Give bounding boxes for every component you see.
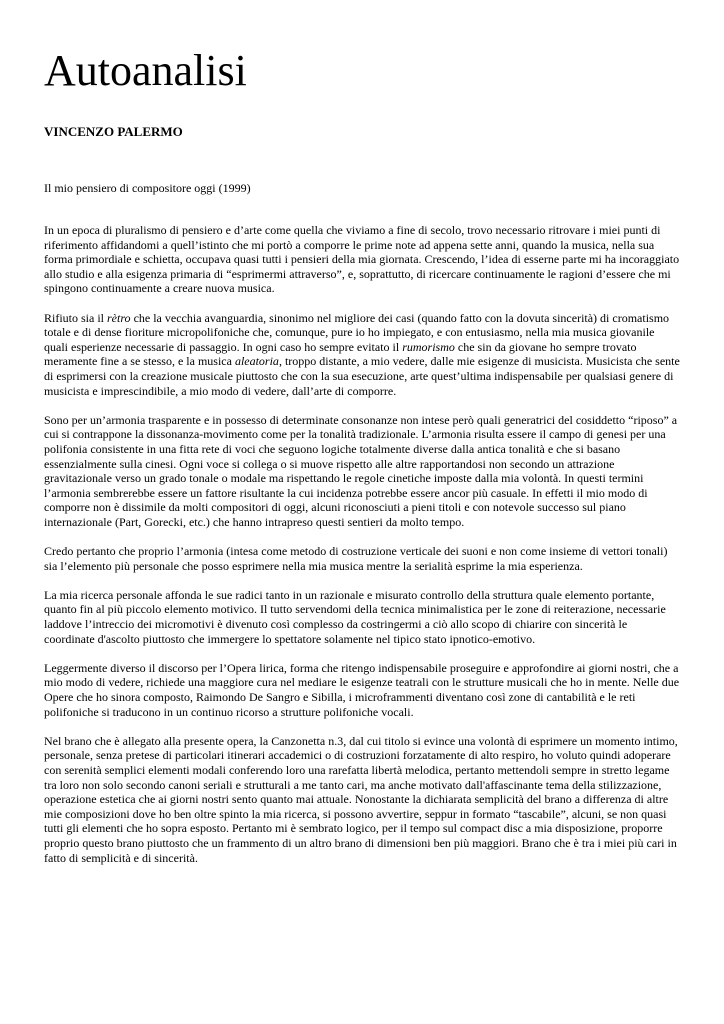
author-name: VINCENZO PALERMO <box>44 124 183 139</box>
paragraph-text: Sono per un’armonia trasparente e in possesso di determinate consonanze non intese però quali generatrici del cosiddetto “riposo” a cui si contrappone la dissonanza-movimento come per la tonalità tradizionale. L’armonia risulta essere il campo di genesi per una polifonia consistente in una fitta rete di voci che seguono logiche totalmente diverse dalla antica tonalità e che si basano essenzialmente sulla cinesi. Ogni voce si collega o si muove rispetto alle altre rapportandosi non secondo un attrazione gravitazionale verso un grado tonale o modale ma rispettando le regole cinetiche imposte dalla mia volontà. In questi termini l’armonia sembrerebbe essere un fattore risultante la cui incidenza potrebbe essere ancor più casuale. In effetti il mio modo di comporre non è dissimile da molti compositori di oggi, alcuni riconosciuti a pieni titoli e con notevole successo sul piano internazionale (Part, Gorecki, etc.) che hanno intrapreso questi sentieri da molto tempo. <box>44 412 678 529</box>
paragraph-text: Credo pertanto che proprio l’armonia (intesa come metodo di costruzione verticale dei suoni e non come insieme di vettori tonali) sia l’elemento più personale che posso esprimere nella mia musica mentre la serialità esprime la mia esperienza. <box>44 544 668 573</box>
italic-term: rètro <box>107 310 131 325</box>
document-body <box>44 223 680 880</box>
document-title: Autoanalisi <box>44 46 247 95</box>
body-paragraph <box>44 544 680 573</box>
paragraph-text: Leggermente diverso il discorso per l’Opera lirica, forma che ritengo indispensabile proseguire e approfondire ai giorni nostri, che a mio modo di vedere, richiede una maggiore cura nel mediare le esigenze teatrali con le strutture musicali che ho in mente. Nelle due Opere che ho sinora composto, Raimondo De Sangro e Sibilla, i microframmenti diventano così zone di cantabilità e le reti polifoniche si traducono in un continuo ricorso a strutture polifoniche vocali. <box>44 660 680 719</box>
body-paragraph <box>44 661 680 719</box>
body-paragraph <box>44 734 680 865</box>
paragraph-text: La mia ricerca personale affonda le sue radici tanto in un razionale e misurato controllo della struttura quale elemento portante, quanto fin al più piccolo elemento motivico. Il tutto servendomi della tecnica minimalistica per le zone di reiterazione, necessarie laddove l’intreccio dei micromotivi è divenuto così complesso da costringermi a ciò allo scopo di chiarire con sincerità le coordinate d'ascolto piuttosto che immergere lo spettatore solamente nel tipico stato ipnotico-emotivo. <box>44 587 666 646</box>
paragraph-text: Nel brano che è allegato alla presente opera, la Canzonetta n.3, dal cui titolo si evince una volontà di esprimere un momento intimo, personale, senza pretese di particolari itinerari accademici o di costruzioni forzatamente di alto respiro, ho voluto quindi adoperare con serenità semplici elementi modali conferendo loro una rarefatta libertà melodica, pertanto mettendoli sempre in stretto legame tra loro non solo secondo canoni seriali e strutturali a me tanto cari, ma anche motivato dall'affascinante tema della stilizzazione, operazione estetica che ai giorni nostri sento quanto mai attuale. Nonostante la dichiarata semplicità del brano a differenza di altre mie composizioni dove ho ben oltre spinto la mia ricerca, si possono avvertire, seppur in formato “tascabile”, alcuni, se non quasi tutti gli elementi che ho sopra esposto. Pertanto mi è sembrato logico, per il tempo sul compact disc a mia disposizione, proporre proprio questo brano piuttosto che un frammento di un altro brano di dimensioni ben più maggiori. Brano che è tra i miei più cari in fatto di semplicità e di sincerità. <box>44 733 678 865</box>
paragraph-text: Rifiuto sia il <box>44 310 107 325</box>
paragraph-text: , troppo distante, a mio vedere, dalle mie esigenze di musicista. Musicista che sente di esprimersi con la creazione musicale piuttosto che con la sua esecuzione, arte quest’ultima indispensabile per qualsiasi genere di musicista e imprescindibile, a mio modo di vedere, dall’arte di comporre. <box>44 354 680 398</box>
body-paragraph <box>44 413 680 530</box>
body-paragraph <box>44 223 680 296</box>
document-subtitle: Il mio pensiero di compositore oggi (1999) <box>44 181 251 195</box>
body-paragraph <box>44 311 680 399</box>
paragraph-text: che sin da giovane ho sempre trovato meramente fine a se stesso, e la musica <box>44 339 637 369</box>
italic-term: aleatoria <box>234 354 279 369</box>
italic-term: rumorismo <box>402 339 455 354</box>
paragraph-text: che la vecchia avanguardia, sinonimo nel migliore dei casi (quando fatto con la dovuta sincerità) di cromatismo totale e di dense fioriture micropolifoniche che, comunque, pure io ho impiegato, e con entusiasmo, nella mia musica giovanile quali esperienze necessarie di passaggio. In ogni caso ho sempre evitato il <box>44 310 670 354</box>
paragraph-text: In un epoca di pluralismo di pensiero e d’arte come quella che viviamo a fine di secolo, trovo necessario ritrovare i miei punti di riferimento affidandomi a quell’istinto che mi portò a comporre le prime note ad appena sette anni, quando la musica, nella sua forma primordiale e schietta, occupava quasi tutti i pensieri della mia giornata. Crescendo, l’idea di esserne parte mi ha incoraggiato allo studio e alla esigenza primaria di “esprimermi attraverso”, e, soprattutto, di ricercare continuamente le ragioni d’essere che mi spingono continuamente a creare nuova musica. <box>44 223 680 296</box>
body-paragraph <box>44 588 680 646</box>
